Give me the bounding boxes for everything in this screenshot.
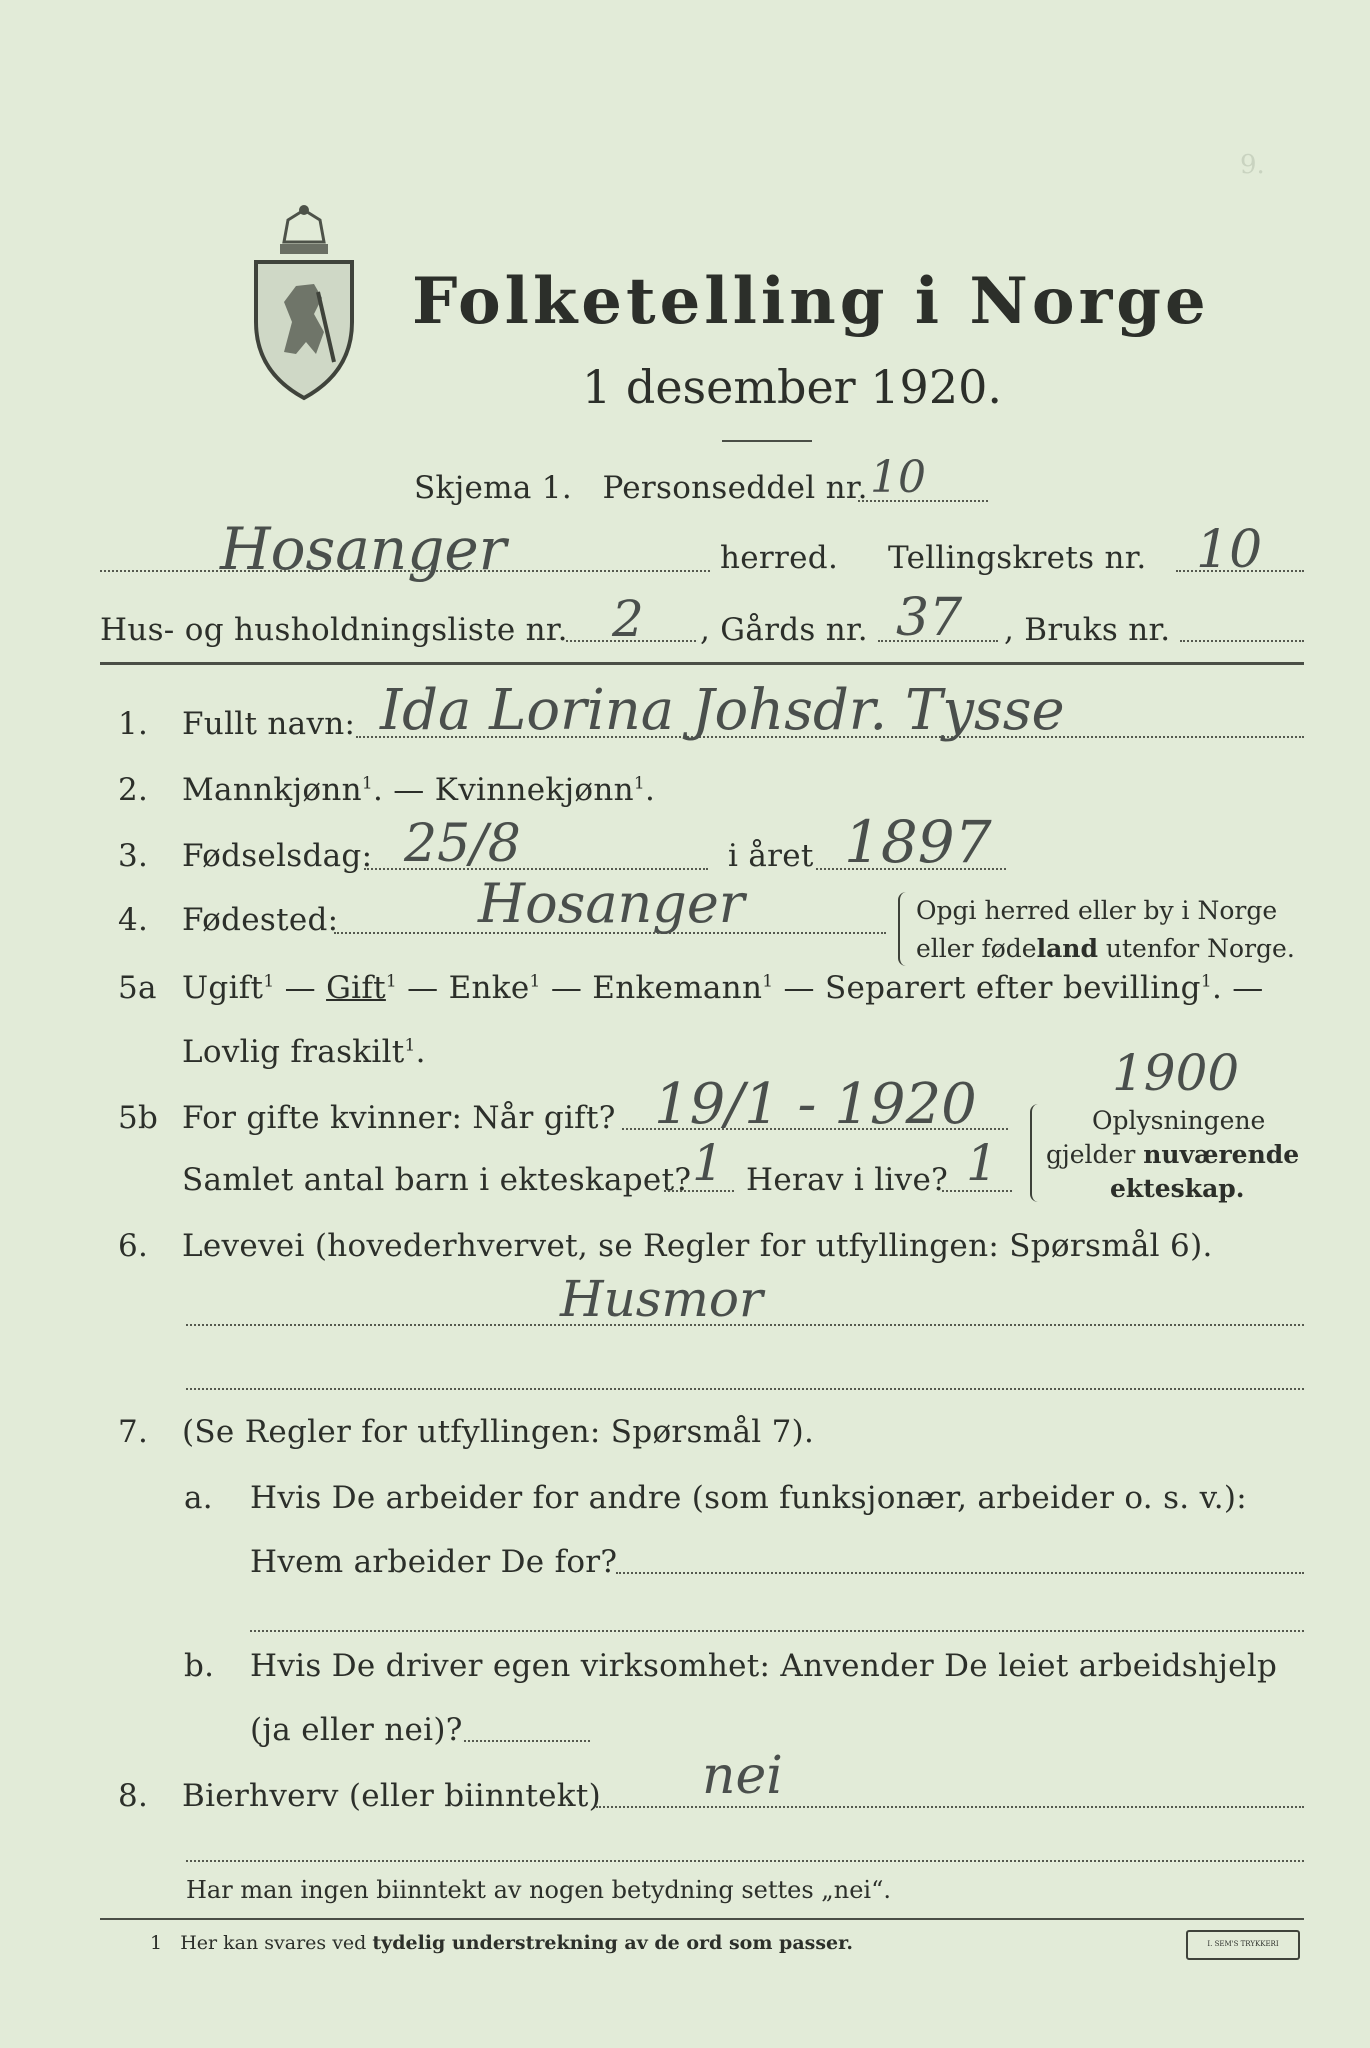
- birth-year-value: 1897: [844, 808, 992, 876]
- bruks-label: , Bruks nr.: [1004, 612, 1171, 648]
- header-divider: [100, 662, 1304, 665]
- lovlig-fraskilt: Lovlig fraskilt$^1$.: [182, 1034, 426, 1070]
- q5a-number: 5a: [118, 970, 157, 1006]
- children-value: 1: [692, 1134, 724, 1192]
- q4-label: Fødested:: [182, 902, 339, 938]
- form-title: Folketelling i Norge: [412, 264, 1210, 339]
- birthplace-value: Hosanger: [478, 872, 745, 935]
- gards-label: , Gårds nr.: [700, 612, 868, 648]
- birthday-value: 25/8: [404, 814, 521, 874]
- herred-value: Hosanger: [220, 515, 507, 583]
- q7a-number: a.: [184, 1480, 213, 1516]
- q6-number: 6.: [118, 1228, 149, 1264]
- hus-value: 2: [612, 590, 644, 648]
- census-date: 1 desember 1920.: [582, 360, 1002, 414]
- side-income-value: nei: [702, 1746, 783, 1806]
- q1-label: Fullt navn:: [182, 706, 356, 742]
- employer-label: Hvem arbeider De for?: [250, 1544, 618, 1580]
- year-label: i året: [728, 838, 814, 874]
- printer-stamp: I. SEM'S TRYKKERI: [1186, 1930, 1300, 1960]
- footnote: 1 Her kan svares ved tydelig understrekning av de ord som passer.: [150, 1932, 853, 1954]
- title-rule: [722, 440, 812, 442]
- female-option: Kvinnekjønn: [434, 772, 634, 808]
- tellingskrets-label: Tellingskrets nr.: [888, 540, 1147, 576]
- footnote-divider: [100, 1918, 1304, 1920]
- q2-gender-options: Mannkjønn$^1$. — Kvinnekjønn$^1$.: [182, 772, 656, 808]
- side-income-note: Har man ingen biinntekt av nogen betydning settes „nei“.: [186, 1876, 891, 1904]
- married-when-label: For gifte kvinner: Når gift?: [182, 1100, 616, 1136]
- schema-label: Skjema 1.: [414, 470, 572, 506]
- alive-value: 1: [966, 1134, 998, 1192]
- male-option: Mannkjønn: [182, 772, 362, 808]
- hired-help-label: (ja eller nei)?: [250, 1712, 463, 1748]
- gards-value: 37: [896, 588, 963, 648]
- q7-number: 7.: [118, 1414, 149, 1450]
- marriage-note-2: gjelder nuværende: [1046, 1140, 1300, 1169]
- tellingskrets-value: 10: [1196, 520, 1263, 580]
- q8-number: 8.: [118, 1778, 149, 1814]
- full-name-value: Ida Lorina Johsdr. Tysse: [380, 678, 1065, 743]
- hus-label: Hus- og husholdningsliste nr.: [100, 612, 568, 648]
- q7a-text: Hvis De arbeider for andre (som funksjonær, arbeider o. s. v.):: [250, 1480, 1248, 1516]
- occupation-value: Husmor: [560, 1270, 763, 1328]
- q7b-number: b.: [184, 1648, 215, 1684]
- coat-of-arms-icon: [248, 202, 360, 402]
- marriage-note-1: Oplysningene: [1092, 1106, 1266, 1135]
- birthplace-note-2: eller fødeland utenfor Norge.: [916, 934, 1295, 963]
- q2-number: 2.: [118, 772, 149, 808]
- personseddel-label: Personseddel nr.: [602, 470, 868, 506]
- marriage-year-extra: 1900: [1112, 1044, 1240, 1102]
- q5b-number: 5b: [118, 1100, 159, 1136]
- q3-number: 3.: [118, 838, 149, 874]
- q4-number: 4.: [118, 902, 149, 938]
- side-income-label: Bierhverv (eller biinntekt): [182, 1778, 602, 1814]
- children-label: Samlet antal barn i ekteskapet?: [182, 1162, 692, 1198]
- occupation-label: Levevei (hovederhvervet, se Regler for utfyllingen: Spørsmål 6).: [182, 1228, 1213, 1264]
- alive-label: Herav i live?: [746, 1162, 949, 1198]
- q3-label: Fødselsdag:: [182, 838, 373, 874]
- bleed-through: 9.: [1240, 150, 1265, 180]
- herred-label: herred.: [720, 540, 839, 576]
- q1-number: 1.: [118, 706, 149, 742]
- birthplace-note-1: Opgi herred eller by i Norge: [916, 896, 1278, 925]
- q7b-text: Hvis De driver egen virksomhet: Anvender De leiet arbeidshjelp: [250, 1648, 1278, 1684]
- marriage-note-3: ekteskap.: [1110, 1174, 1245, 1203]
- personseddel-value: 10: [870, 452, 926, 503]
- q7-label: (Se Regler for utfyllingen: Spørsmål 7).: [182, 1414, 815, 1450]
- marital-gift-selected: Gift: [326, 970, 386, 1006]
- marital-options: Ugift$^1$ — Gift$^1$ — Enke$^1$ — Enkemann$^1$ — Separert efter bevilling$^1$. —: [182, 970, 1264, 1006]
- married-when-value: 19/1 - 1920: [654, 1072, 977, 1137]
